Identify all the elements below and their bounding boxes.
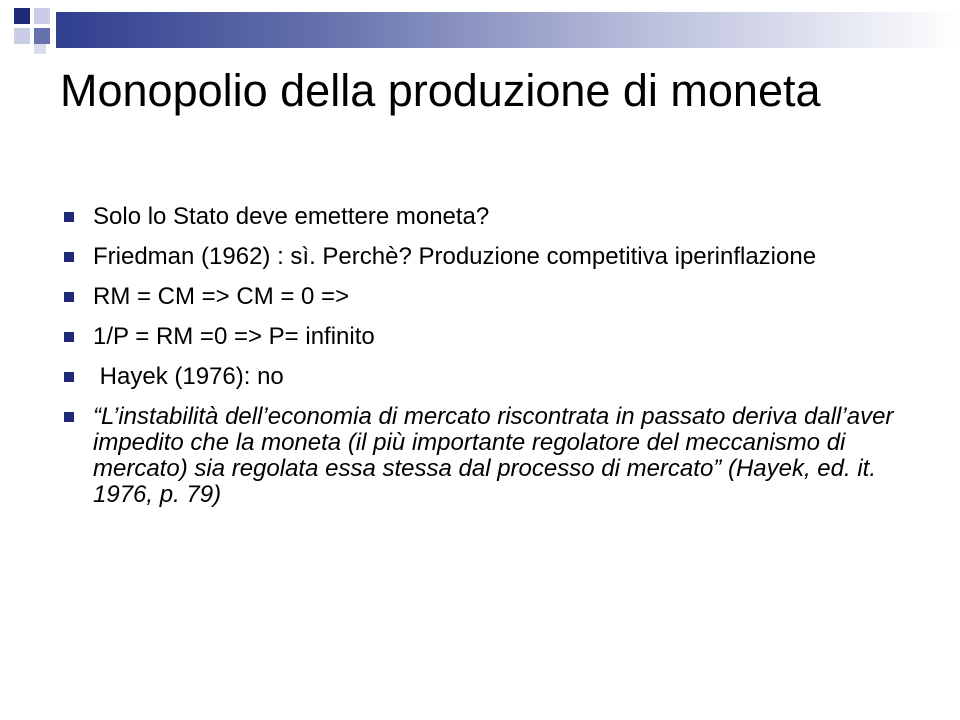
bullet-text: Solo lo Stato deve emettere moneta? <box>93 203 490 230</box>
bullet-item-quote <box>0 404 960 508</box>
bullet-item <box>0 204 960 230</box>
bullet-list <box>0 204 960 522</box>
square-bullet-icon <box>64 252 74 262</box>
corner-square-mid <box>34 28 50 44</box>
square-bullet-icon <box>64 212 74 222</box>
corner-square-light <box>34 44 46 54</box>
bullet-text: Hayek (1976): no <box>93 363 284 390</box>
bullet-text: 1/P = RM =0 => P= infinito <box>93 323 375 350</box>
bullet-item <box>0 244 960 270</box>
bullet-text: “L’instabilità dell’economia di mercato riscontrata in passato deriva dall’aver impedito che la moneta (il più importante regolatore del meccanismo di mercato) sia regolata essa stessa dal processo di mercato” (Hayek, ed. it. 1976, p. 79) <box>93 403 894 508</box>
corner-square-light <box>14 28 30 44</box>
square-bullet-icon <box>64 372 74 382</box>
bullet-item <box>0 364 960 390</box>
square-bullet-icon <box>64 332 74 342</box>
bullet-item <box>0 324 960 350</box>
corner-square-light <box>34 8 50 24</box>
square-bullet-icon <box>64 292 74 302</box>
header-gradient-bar <box>56 12 960 48</box>
bullet-text: RM = CM => CM = 0 => <box>93 283 350 310</box>
slide-title: Monopolio della produzione di moneta <box>60 65 821 116</box>
square-bullet-icon <box>64 412 74 422</box>
bullet-text: Friedman (1962) : sì. Perchè? Produzione competitiva iperinflazione <box>93 243 817 270</box>
bullet-item <box>0 284 960 310</box>
corner-square-dark <box>14 8 30 24</box>
